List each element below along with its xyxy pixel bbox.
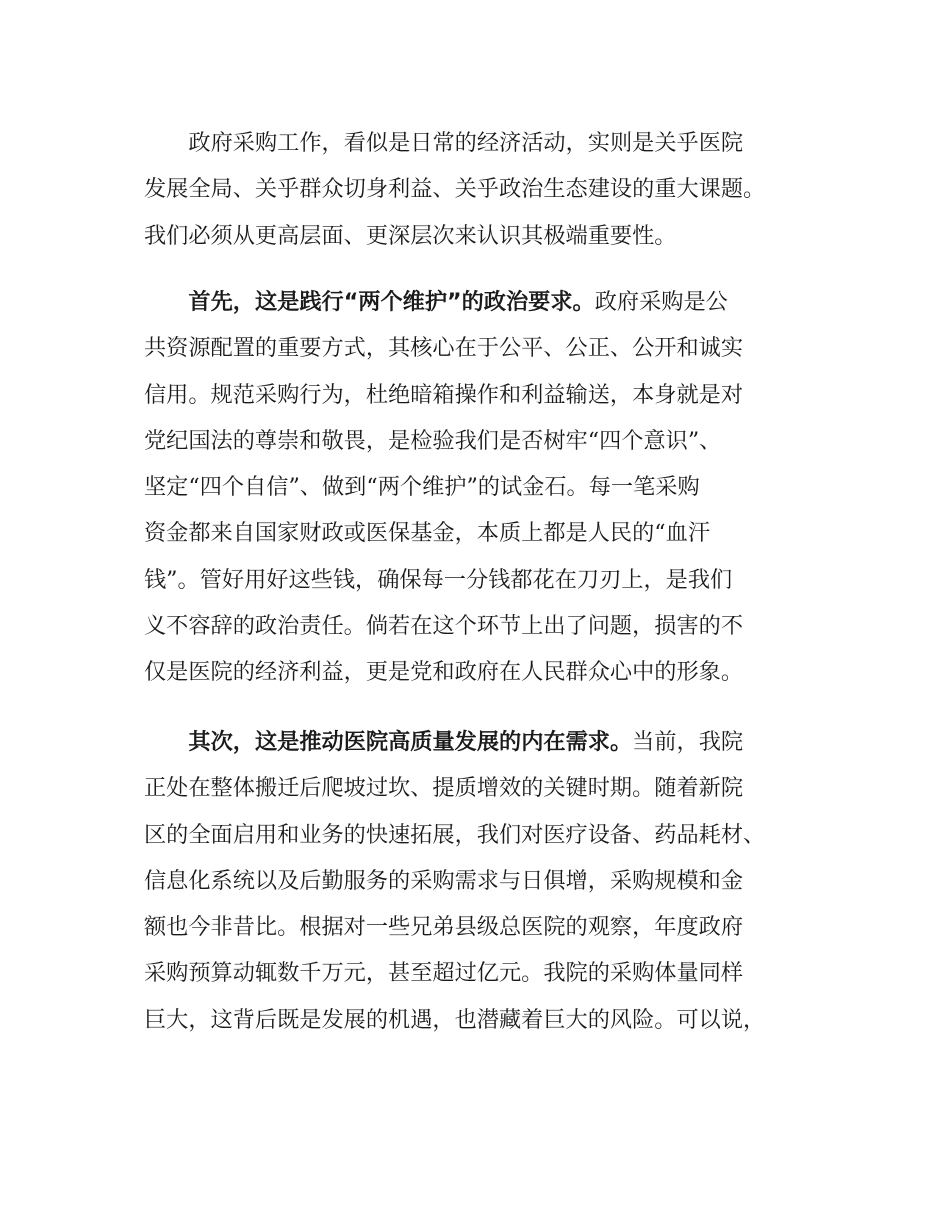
text-line: 政府采购工作，看似是日常的经济活动，实则是关乎医院 bbox=[188, 130, 744, 156]
text-line: 坚定“四个自信”、做到“两个维护”的试金石。每一笔采购 bbox=[144, 474, 700, 501]
paragraph-second-point bbox=[144, 719, 824, 1043]
text-run: 当前，我院 bbox=[632, 729, 744, 755]
text-line bbox=[144, 279, 824, 325]
text-line: 正处在整体搬迁后爬坡过坎、提质增效的关键时期。随着新院 bbox=[144, 775, 744, 802]
paragraph-first-point bbox=[144, 279, 824, 696]
text-line: 信用。规范采购行为，杜绝暗箱操作和利益输送，本身就是对 bbox=[144, 381, 744, 408]
text-line: 共资源配置的重要方式，其核心在于公平、公正、公开和诚实 bbox=[144, 335, 744, 362]
text-line: 发展全局、关乎群众切身利益、关乎政治生态建设的重大课题。 bbox=[144, 176, 766, 203]
text-line: 额也今非昔比。根据对一些兄弟县级总医院的观察，年度政府 bbox=[144, 914, 744, 941]
text-line: 巨大，这背后既是发展的机遇，也潜藏着巨大的风险。可以说， bbox=[144, 1006, 766, 1033]
text-line: 义不容辞的政治责任。倘若在这个环节上出了问题，损害的不 bbox=[144, 613, 744, 640]
text-line: 资金都来自国家财政或医保基金，本质上都是人民的“血汗 bbox=[144, 520, 711, 547]
text-line: 区的全面启用和业务的快速拓展，我们对医疗设备、药品耗材、 bbox=[144, 821, 766, 848]
text-run: 政府采购是公 bbox=[594, 289, 728, 315]
paragraph-intro bbox=[144, 120, 824, 259]
text-line: 仅是医院的经济利益，更是党和政府在人民群众心中的形象。 bbox=[144, 659, 744, 686]
bold-heading: 其次，这是推动医院高质量发展的内在需求。 bbox=[188, 729, 633, 755]
text-line: 党纪国法的尊崇和敬畏，是检验我们是否树牢“四个意识”、 bbox=[144, 427, 722, 454]
text-line: 钱”。管好用好这些钱，确保每一分钱都花在刀刃上，是我们 bbox=[144, 566, 733, 593]
text-line: 采购预算动辄数千万元，甚至超过亿元。我院的采购体量同样 bbox=[144, 960, 744, 987]
text-line: 信息化系统以及后勤服务的采购需求与日俱增，采购规模和金 bbox=[144, 867, 744, 894]
text-line bbox=[144, 719, 824, 765]
text-line: 我们必须从更高层面、更深层次来认识其极端重要性。 bbox=[144, 222, 677, 249]
bold-heading: 首先，这是践行“两个维护”的政治要求。 bbox=[188, 289, 595, 315]
